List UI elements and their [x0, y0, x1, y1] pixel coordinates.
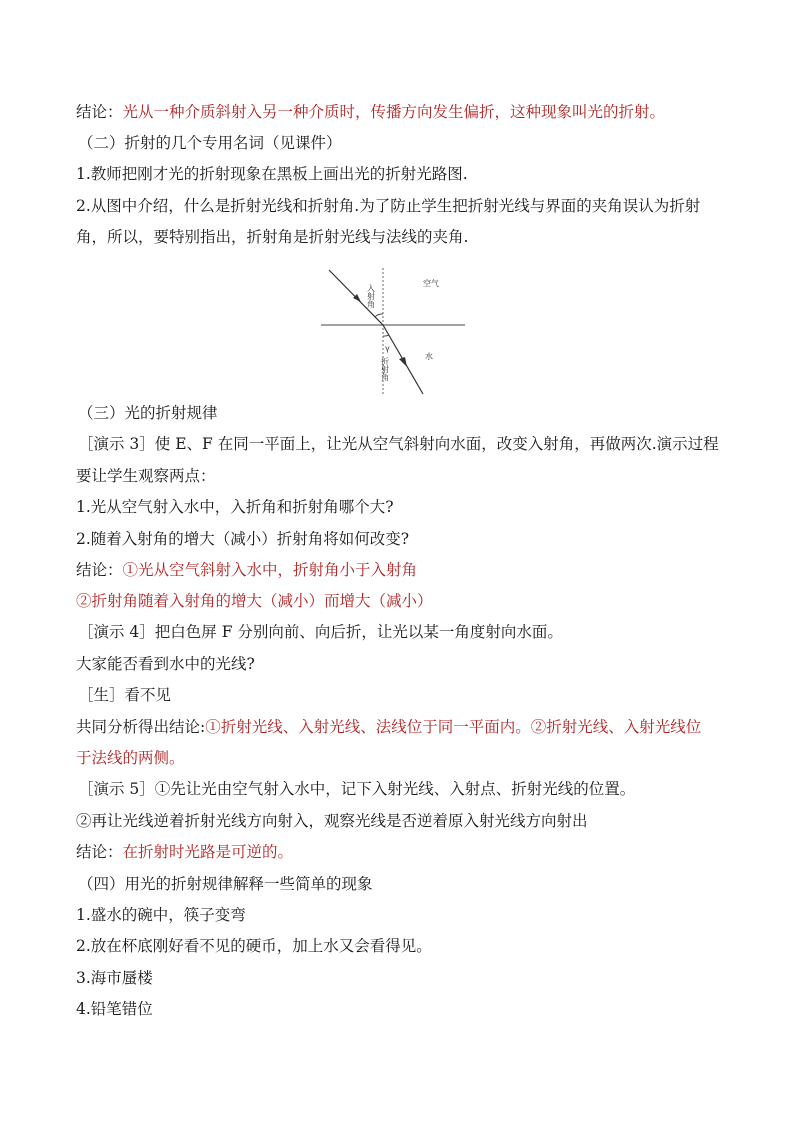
conclusion-label: 结论： — [76, 103, 123, 121]
analysis-text: ①折射光线、入射光线、法线位于同一平面内。②折射光线、入射光线位 — [205, 718, 702, 736]
paragraph-2-line-1: 2.从图中介绍，什么是折射光线和折射角.为了防止学生把折射光线与界面的夹角误认为折射 — [76, 197, 701, 215]
refraction-diagram — [315, 262, 475, 402]
label-air: 空气 — [423, 279, 439, 288]
example-1: 1.盛水的碗中，筷子变弯 — [76, 906, 246, 924]
label-water: 水 — [425, 352, 433, 361]
refracted-arrow-icon — [399, 357, 407, 367]
question-see-light: 大家能否看到水中的光线? — [76, 655, 255, 673]
section-heading-4: （四）用光的折射规律解释一些简单的现象 — [78, 875, 373, 893]
label-incident-angle: 入射角 — [366, 284, 376, 308]
refraction-angle-arc — [383, 335, 389, 336]
demo-3-line-1: ［演示 3］使 E、F 在同一平面上，让光从空气斜射向水面，改变入射角，再做两次.演示过程 — [78, 435, 719, 453]
section-heading-2: （二）折射的几个专用名词（见课件） — [78, 134, 342, 152]
conclusion-text: 光从一种介质斜射入另一种介质时，传播方向发生偏折，这种现象叫光的折射。 — [122, 103, 666, 121]
demo-5-line-1: ［演示 5］①先让光由空气射入水中，记下入射光线、入射点、折射光线的位置。 — [78, 780, 636, 798]
conclusion-text: ①光从空气斜射入水中，折射角小于入射角 — [122, 561, 418, 579]
conclusion-label: 结论： — [76, 843, 123, 861]
question-1: 1.光从空气射入水中，入折角和折射角哪个大? — [76, 498, 394, 516]
paragraph-2-line-2: 角，所以，要特别指出，折射角是折射光线与法线的夹角. — [76, 228, 469, 246]
example-4: 4.铅笔错位 — [76, 1000, 153, 1018]
label-gamma: γ — [385, 344, 390, 353]
example-2: 2.放在杯底刚好看不见的硬币，加上水又会看得见。 — [76, 937, 432, 955]
conclusion-text: 在折射时光路是可逆的。 — [122, 843, 294, 861]
student-answer: ［生］看不见 — [78, 686, 172, 704]
joint-analysis-line-1 — [76, 717, 701, 737]
conclusion-reversible — [76, 842, 293, 862]
demo-5-line-2: ②再让光线逆着折射光线方向射入，观察光线是否逆着原入射光线方向射出 — [76, 812, 588, 830]
conclusion-refraction-definition — [76, 102, 665, 122]
demo-4: ［演示 4］把白色屏 F 分别向前、向后折，让光以某一角度射向水面。 — [78, 623, 563, 641]
incident-angle-arc — [375, 314, 383, 317]
question-2: 2.随着入射角的增大（减小）折射角将如何改变? — [76, 530, 410, 548]
analysis-label: 共同分析得出结论: — [76, 718, 206, 736]
conclusion-angles — [76, 560, 417, 580]
label-refraction-angle: 折射角 — [380, 357, 390, 381]
paragraph-1: 1.教师把刚才光的折射现象在黑板上画出光的折射光路图. — [76, 165, 468, 183]
section-heading-3: （三）光的折射规律 — [78, 404, 218, 422]
conclusion-label: 结论： — [76, 561, 123, 579]
demo-3-line-2: 要让学生观察两点： — [76, 467, 216, 485]
joint-analysis-line-2: 于法线的两侧。 — [76, 749, 185, 767]
example-3: 3.海市蜃楼 — [76, 969, 153, 987]
conclusion-angles-2: ②折射角随着入射角的增大（减小）而增大（减小） — [76, 592, 433, 610]
